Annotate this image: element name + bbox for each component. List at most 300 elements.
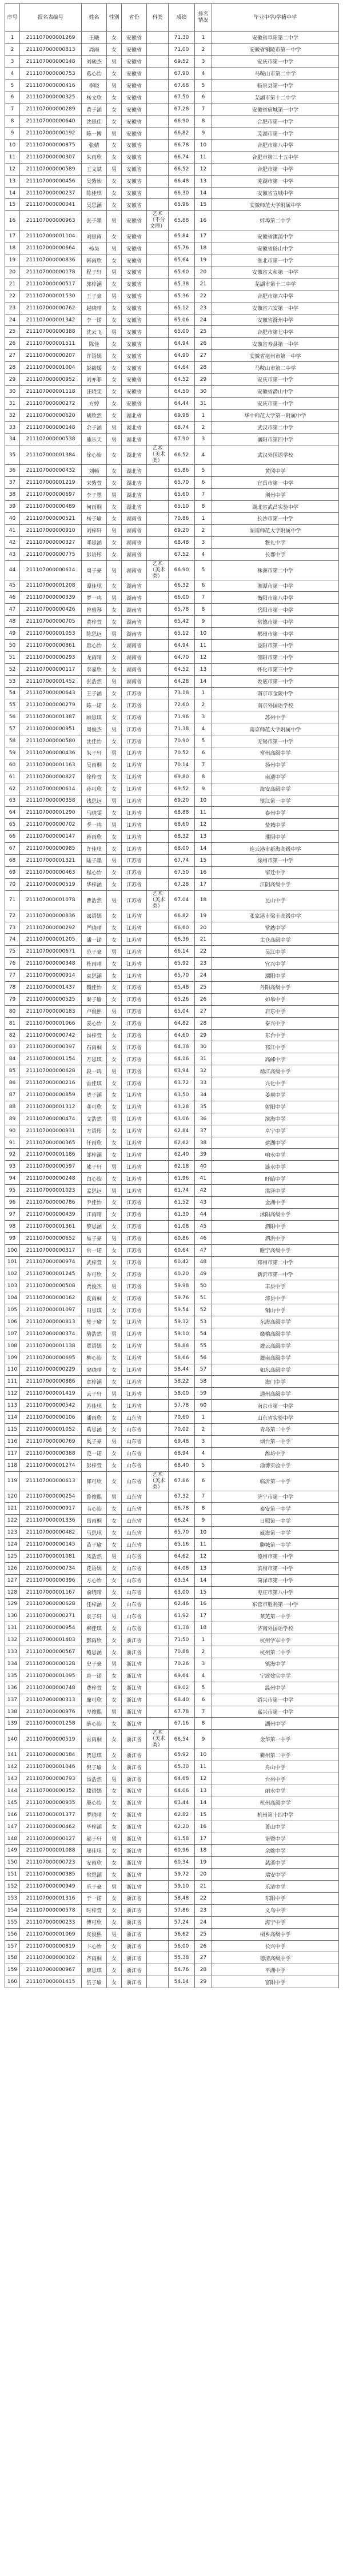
student-name-cell: 夏雨桐	[82, 1292, 107, 1304]
application-no-cell: 211107000000436	[20, 747, 82, 759]
school-cell: 泗洪中学	[212, 1232, 339, 1244]
application-no-cell: 211107000000628	[20, 1065, 82, 1077]
rank-cell: 5	[195, 560, 212, 580]
application-no-cell: 211107000000292	[20, 922, 82, 934]
application-no-cell: 211107000000339	[20, 592, 82, 604]
school-cell: 安徽省宣城中学	[212, 187, 339, 199]
application-no-cell: 211107000000819	[20, 1940, 82, 1952]
province-cell: 浙江省	[122, 1634, 147, 1646]
row-index-cell: 10	[5, 140, 20, 152]
province-cell: 浙江省	[122, 1694, 147, 1706]
category-cell	[147, 1916, 169, 1928]
category-cell	[147, 290, 169, 302]
application-no-cell: 211107000000875	[20, 140, 82, 152]
table-row	[5, 639, 339, 651]
gender-cell: 男	[107, 1005, 122, 1017]
gender-cell: 女	[107, 1797, 122, 1809]
gender-cell: 女	[107, 1646, 122, 1658]
row-index-cell: 130	[5, 1610, 20, 1622]
table-row	[5, 512, 339, 524]
row-index-cell: 150	[5, 1857, 20, 1869]
table-row	[5, 151, 339, 163]
school-cell: 南京市金陵中学	[212, 687, 339, 699]
rank-cell: 34	[195, 1089, 212, 1101]
province-cell: 江苏省	[122, 807, 147, 819]
school-cell: 日照第一中学	[212, 1515, 339, 1527]
gender-cell: 女	[107, 1017, 122, 1029]
school-cell: 安徽师范大学附属中学	[212, 199, 339, 211]
school-cell: 威海第一中学	[212, 1527, 339, 1539]
province-cell: 安徽省	[122, 278, 147, 290]
table-row	[5, 1821, 339, 1833]
province-cell: 安徽省	[122, 211, 147, 230]
province-cell: 安徽省	[122, 67, 147, 79]
score-cell: 67.90	[169, 433, 195, 445]
category-cell	[147, 1952, 169, 1964]
score-cell: 70.90	[169, 735, 195, 747]
table-row	[5, 1017, 339, 1029]
province-cell: 江苏省	[122, 1376, 147, 1388]
score-cell: 70.52	[169, 747, 195, 759]
row-index-cell: 108	[5, 1340, 20, 1352]
gender-cell: 女	[107, 1089, 122, 1101]
application-no-cell: 211107000000525	[20, 993, 82, 1005]
row-index-cell: 28	[5, 362, 20, 374]
student-name-cell: 贺思琪	[82, 1749, 107, 1761]
gender-cell: 女	[107, 1785, 122, 1797]
student-name-cell: 文浩然	[82, 1113, 107, 1125]
gender-cell: 女	[107, 199, 122, 211]
score-cell: 66.32	[169, 580, 195, 592]
rank-cell: 7	[195, 592, 212, 604]
row-index-cell: 146	[5, 1809, 20, 1821]
rank-cell: 58	[195, 1376, 212, 1388]
category-cell: 艺术（美术类）	[147, 445, 169, 465]
application-no-cell: 211107000000385	[20, 1869, 82, 1881]
category-cell	[147, 819, 169, 831]
gender-cell: 女	[107, 711, 122, 723]
rank-cell: 51	[195, 1292, 212, 1304]
school-cell: 泰安第一中学	[212, 1503, 339, 1515]
school-cell: 蚌埠第二中学	[212, 211, 339, 230]
rank-cell: 36	[195, 1113, 212, 1125]
row-index-cell: 120	[5, 1491, 20, 1503]
school-cell: 通州高级中学	[212, 1388, 339, 1400]
gender-cell: 女	[107, 1682, 122, 1694]
student-name-cell: 熊子轩	[82, 1161, 107, 1173]
row-index-cell: 94	[5, 1173, 20, 1185]
province-cell: 江苏省	[122, 1304, 147, 1316]
province-cell: 湖南省	[122, 639, 147, 651]
gender-cell: 女	[107, 116, 122, 128]
application-no-cell: 211107000000859	[20, 1089, 82, 1101]
application-no-cell: 211107000000388	[20, 326, 82, 338]
rank-cell: 14	[195, 187, 212, 199]
category-cell	[147, 1646, 169, 1658]
table-row	[5, 1586, 339, 1598]
table-row	[5, 687, 339, 699]
student-name-cell: 彭筱媛	[82, 362, 107, 374]
row-index-cell: 37	[5, 477, 20, 489]
gender-cell: 男	[107, 795, 122, 807]
province-cell: 浙江省	[122, 1821, 147, 1833]
application-no-cell: 211107000000705	[20, 616, 82, 628]
province-cell: 安徽省	[122, 32, 147, 44]
rank-cell: 18	[195, 1622, 212, 1634]
category-cell	[147, 1670, 169, 1682]
rank-cell: 26	[195, 993, 212, 1005]
student-name-cell: 任梓涵	[82, 1598, 107, 1610]
school-cell: 灌云高级中学	[212, 1340, 339, 1352]
province-cell: 安徽省	[122, 338, 147, 350]
category-cell	[147, 199, 169, 211]
student-name-cell: 蒋雨欣	[82, 831, 107, 843]
rank-cell: 33	[195, 1077, 212, 1089]
category-cell	[147, 43, 169, 55]
school-cell: 温州中学	[212, 1682, 339, 1694]
rank-cell: 9	[195, 128, 212, 140]
application-no-cell: 211107000000734	[20, 1562, 82, 1574]
row-index-cell: 63	[5, 795, 20, 807]
rank-cell: 10	[195, 140, 212, 152]
score-cell: 67.16	[169, 1718, 195, 1730]
student-name-cell: 马晓雯	[82, 807, 107, 819]
category-cell	[147, 1881, 169, 1893]
application-no-cell: 211107000000748	[20, 1682, 82, 1694]
row-index-cell: 85	[5, 1065, 20, 1077]
table-row	[5, 783, 339, 795]
student-name-cell: 曾雅琴	[82, 604, 107, 616]
score-cell: 57.78	[169, 1400, 195, 1412]
score-cell: 67.50	[169, 866, 195, 878]
category-cell	[147, 1376, 169, 1388]
student-name-cell: 邓思涵	[82, 536, 107, 548]
province-cell: 浙江省	[122, 1730, 147, 1749]
header-col-name: 姓名	[82, 4, 107, 32]
gender-cell: 女	[107, 1809, 122, 1821]
table-row	[5, 831, 339, 843]
row-index-cell: 4	[5, 67, 20, 79]
category-cell	[147, 1821, 169, 1833]
table-row	[5, 362, 339, 374]
application-no-cell: 211107000001154	[20, 1053, 82, 1065]
student-name-cell: 杨昊	[82, 242, 107, 254]
category-cell	[147, 699, 169, 711]
school-cell: 洪泽中学	[212, 1185, 339, 1197]
student-name-cell: 许语嫣	[82, 350, 107, 362]
application-no-cell: 211107000001316	[20, 1893, 82, 1905]
row-index-cell: 118	[5, 1459, 20, 1471]
rank-cell: 12	[195, 651, 212, 663]
student-name-cell: 华梓涵	[82, 878, 107, 890]
rank-cell: 49	[195, 1268, 212, 1280]
school-cell: 南通中学	[212, 771, 339, 783]
table-row	[5, 489, 339, 501]
application-no-cell: 211107000000813	[20, 1316, 82, 1328]
school-cell: 余姚中学	[212, 1845, 339, 1857]
school-cell: 德州市第一中学	[212, 1550, 339, 1562]
gender-cell: 女	[107, 934, 122, 946]
category-cell	[147, 1435, 169, 1447]
gender-cell: 女	[107, 254, 122, 266]
rank-cell: 7	[195, 759, 212, 771]
student-name-cell: 孙可欣	[82, 783, 107, 795]
rank-cell: 6	[195, 1694, 212, 1706]
category-cell	[147, 1586, 169, 1598]
gender-cell: 女	[107, 735, 122, 747]
category-cell	[147, 993, 169, 1005]
application-no-cell: 211107000000508	[20, 1280, 82, 1292]
table-row	[5, 1471, 339, 1491]
province-cell: 安徽省	[122, 314, 147, 326]
category-cell	[147, 934, 169, 946]
province-cell: 湖南省	[122, 616, 147, 628]
gender-cell: 女	[107, 616, 122, 628]
table-row	[5, 1268, 339, 1280]
category-cell	[147, 1017, 169, 1029]
school-cell: 淮北市第一中学	[212, 254, 339, 266]
score-cell: 66.82	[169, 910, 195, 922]
rank-cell: 30	[195, 385, 212, 397]
table-header	[5, 4, 339, 32]
score-cell: 65.06	[169, 314, 195, 326]
application-no-cell: 211107000000178	[20, 266, 82, 278]
province-cell: 湖南省	[122, 651, 147, 663]
table-row	[5, 1881, 339, 1893]
table-row	[5, 1137, 339, 1149]
rank-cell: 7	[195, 1491, 212, 1503]
row-index-cell: 71	[5, 890, 20, 910]
category-cell	[147, 1869, 169, 1881]
application-no-cell: 211107000000184	[20, 1749, 82, 1761]
table-row	[5, 1447, 339, 1459]
category-cell	[147, 1125, 169, 1137]
score-cell: 67.90	[169, 67, 195, 79]
row-index-cell: 142	[5, 1761, 20, 1773]
school-cell: 建湖中学	[212, 1137, 339, 1149]
gender-cell: 男	[107, 163, 122, 175]
table-row	[5, 421, 339, 433]
application-no-cell: 211107000001208	[20, 580, 82, 592]
application-no-cell: 211107000000183	[20, 1005, 82, 1017]
province-cell: 江苏省	[122, 1065, 147, 1077]
row-index-cell: 157	[5, 1940, 20, 1952]
score-cell: 66.52	[169, 163, 195, 175]
gender-cell: 女	[107, 91, 122, 103]
rank-cell: 53	[195, 1316, 212, 1328]
score-cell: 69.98	[169, 409, 195, 421]
gender-cell: 女	[107, 1340, 122, 1352]
table-row	[5, 1459, 339, 1471]
table-row	[5, 807, 339, 819]
rank-cell: 4	[195, 67, 212, 79]
table-row	[5, 1562, 339, 1574]
application-no-cell: 211107000000762	[20, 302, 82, 314]
student-name-cell: 吴思涵	[82, 199, 107, 211]
student-name-cell: 唐一诺	[82, 1670, 107, 1682]
province-cell: 江苏省	[122, 747, 147, 759]
gender-cell: 女	[107, 1208, 122, 1220]
table-row	[5, 1718, 339, 1730]
application-no-cell: 211107000000348	[20, 958, 82, 970]
gender-cell: 男	[107, 855, 122, 867]
province-cell: 湖北省	[122, 489, 147, 501]
student-name-cell: 韦心怡	[82, 1503, 107, 1515]
score-cell: 64.28	[169, 675, 195, 687]
row-index-cell: 119	[5, 1471, 20, 1491]
student-name-cell: 方心怡	[82, 1574, 107, 1586]
table-row	[5, 1515, 339, 1527]
score-cell: 70.14	[169, 759, 195, 771]
school-cell: 灌南高级中学	[212, 1352, 339, 1364]
table-row	[5, 628, 339, 640]
table-row	[5, 1352, 339, 1364]
rank-cell: 5	[195, 735, 212, 747]
school-cell: 武汉外国语学校	[212, 445, 339, 465]
province-cell: 江苏省	[122, 890, 147, 910]
student-name-cell: 罗一鸣	[82, 592, 107, 604]
province-cell: 浙江省	[122, 1761, 147, 1773]
category-cell	[147, 1682, 169, 1694]
category-cell	[147, 409, 169, 421]
gender-cell: 女	[107, 1761, 122, 1773]
application-no-cell: 211107000000313	[20, 1694, 82, 1706]
rank-cell: 1	[195, 32, 212, 44]
student-name-cell: 钱思远	[82, 795, 107, 807]
province-cell: 湖北省	[122, 501, 147, 513]
header-col-school: 毕业中学/学籍中学	[212, 4, 339, 32]
application-no-cell: 211107000001205	[20, 934, 82, 946]
rank-cell: 52	[195, 1304, 212, 1316]
province-cell: 湖北省	[122, 433, 147, 445]
rank-cell: 1	[195, 409, 212, 421]
roster-table	[5, 3, 339, 1988]
application-no-cell: 211107000000827	[20, 771, 82, 783]
table-row	[5, 946, 339, 958]
student-name-cell: 黎思涵	[82, 1220, 107, 1232]
score-cell: 64.38	[169, 1041, 195, 1053]
province-cell: 山东省	[122, 1459, 147, 1471]
score-cell: 57.86	[169, 1904, 195, 1916]
table-row	[5, 663, 339, 675]
application-no-cell: 211107000000597	[20, 1161, 82, 1173]
category-cell	[147, 910, 169, 922]
gender-cell: 女	[107, 831, 122, 843]
category-cell	[147, 266, 169, 278]
table-row	[5, 675, 339, 687]
gender-cell: 女	[107, 409, 122, 421]
school-cell: 烟台第一中学	[212, 1435, 339, 1447]
school-cell: 泰州中学	[212, 807, 339, 819]
application-no-cell: 211107000001269	[20, 32, 82, 44]
rank-cell: 11	[195, 639, 212, 651]
category-cell	[147, 163, 169, 175]
category-cell	[147, 1634, 169, 1646]
category-cell	[147, 338, 169, 350]
application-no-cell: 211107000000162	[20, 1292, 82, 1304]
province-cell: 湖南省	[122, 604, 147, 616]
school-cell: 长沙市第一中学	[212, 512, 339, 524]
student-name-cell: 苗子瑜	[82, 1539, 107, 1551]
student-name-cell: 黄梓萱	[82, 616, 107, 628]
province-cell: 山东省	[122, 1491, 147, 1503]
student-name-cell: 常思涵	[82, 1869, 107, 1881]
category-cell	[147, 1197, 169, 1209]
table-row	[5, 1412, 339, 1424]
gender-cell: 女	[107, 302, 122, 314]
row-index-cell: 125	[5, 1550, 20, 1562]
province-cell: 安徽省	[122, 362, 147, 374]
school-cell: 青岛第二中学	[212, 1423, 339, 1435]
student-name-cell: 陈一诺	[82, 699, 107, 711]
score-cell: 64.70	[169, 651, 195, 663]
school-cell: 海门中学	[212, 1376, 339, 1388]
score-cell: 67.52	[169, 548, 195, 560]
score-cell: 64.94	[169, 338, 195, 350]
rank-cell: 46	[195, 1232, 212, 1244]
row-index-cell: 117	[5, 1447, 20, 1459]
category-cell	[147, 1029, 169, 1041]
table-row	[5, 1388, 339, 1400]
school-cell: 无锡市第一中学	[212, 735, 339, 747]
score-cell: 65.04	[169, 1005, 195, 1017]
score-cell: 63.54	[169, 1574, 195, 1586]
rank-cell: 10	[195, 1749, 212, 1761]
rank-cell: 4	[195, 723, 212, 735]
row-index-cell: 113	[5, 1400, 20, 1412]
rank-cell: 4	[195, 1447, 212, 1459]
gender-cell: 女	[107, 1041, 122, 1053]
student-name-cell: 秦子瑜	[82, 993, 107, 1005]
school-cell: 宜昌市第一中学	[212, 477, 339, 489]
gender-cell: 男	[107, 675, 122, 687]
gender-cell: 女	[107, 314, 122, 326]
score-cell: 59.76	[169, 1292, 195, 1304]
rank-cell: 3	[195, 55, 212, 67]
province-cell: 安徽省	[122, 302, 147, 314]
student-name-cell: 倪子瑜	[82, 1761, 107, 1773]
category-cell	[147, 878, 169, 890]
application-no-cell: 211107000001078	[20, 890, 82, 910]
province-cell: 安徽省	[122, 128, 147, 140]
rank-cell: 8	[195, 1718, 212, 1730]
row-index-cell: 91	[5, 1137, 20, 1149]
rank-cell: 5	[195, 1682, 212, 1694]
row-index-cell: 115	[5, 1423, 20, 1435]
student-name-cell: 周雨	[82, 43, 107, 55]
row-index-cell: 96	[5, 1197, 20, 1209]
student-name-cell: 刘亦菲	[82, 374, 107, 386]
application-no-cell: 211107000000519	[20, 878, 82, 890]
rank-cell: 18	[195, 890, 212, 910]
province-cell: 山东省	[122, 1527, 147, 1539]
category-cell	[147, 1041, 169, 1053]
rank-cell: 47	[195, 1244, 212, 1256]
table-row	[5, 524, 339, 536]
row-index-cell: 138	[5, 1706, 20, 1718]
province-cell: 浙江省	[122, 1904, 147, 1916]
application-no-cell: 211107000000614	[20, 560, 82, 580]
province-cell: 安徽省	[122, 140, 147, 152]
gender-cell: 男	[107, 890, 122, 910]
school-cell: 射阳中学	[212, 1101, 339, 1113]
category-cell: 艺术（美术类）	[147, 560, 169, 580]
province-cell: 安徽省	[122, 230, 147, 242]
student-name-cell: 孟思远	[82, 1185, 107, 1197]
school-cell: 邵阳市第二中学	[212, 651, 339, 663]
application-no-cell: 211107000001088	[20, 1845, 82, 1857]
rank-cell: 3	[195, 1658, 212, 1670]
